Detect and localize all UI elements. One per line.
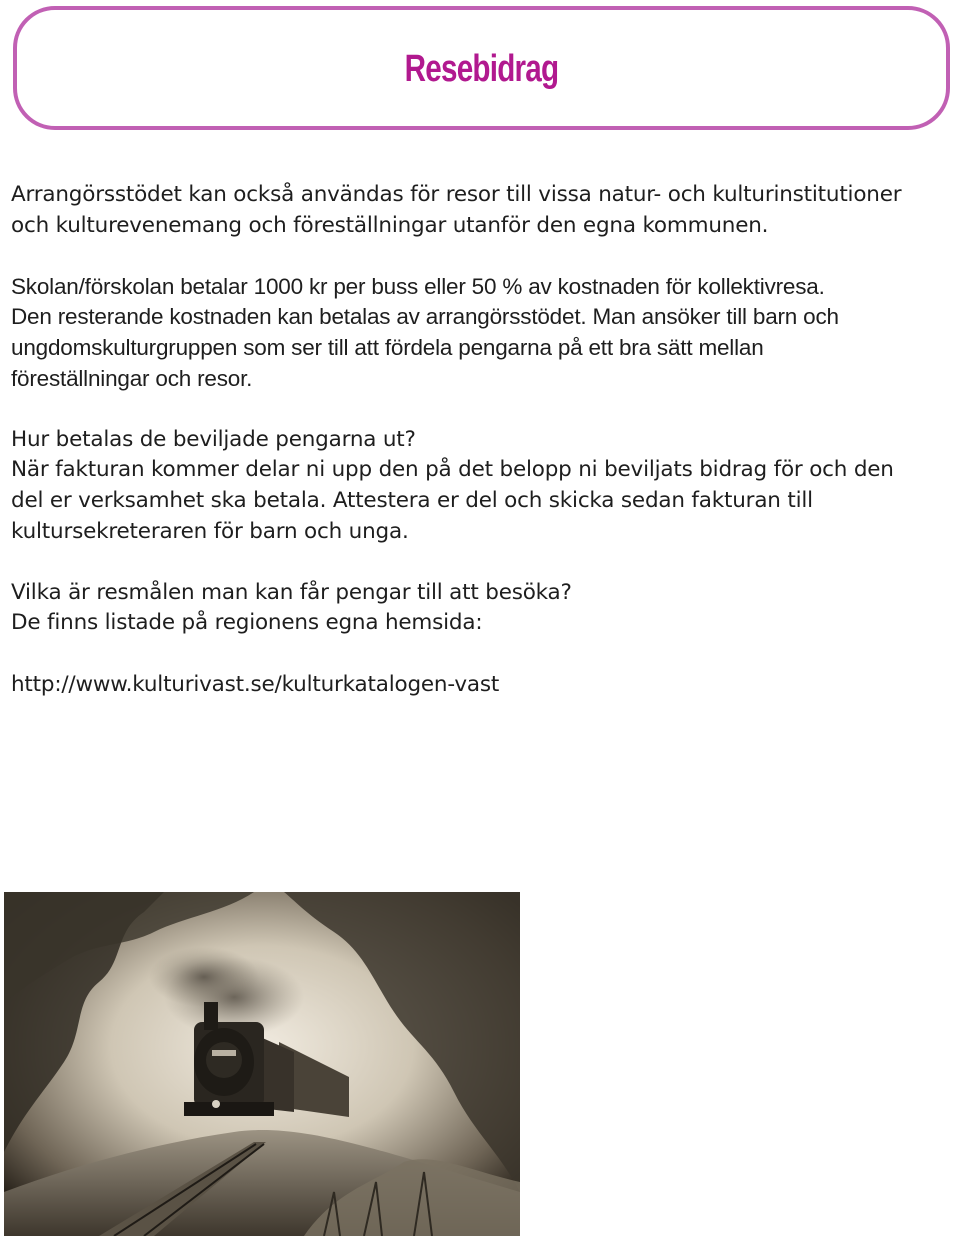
text-line: del er verksamhet ska betala. Attestera er del och skicka sedan fakturan till xyxy=(11,487,813,513)
page-title: Resebidrag xyxy=(404,48,559,90)
text-line: Hur betalas de beviljade pengarna ut? xyxy=(11,426,416,452)
text-line: Skolan/förskolan betalar 1000 kr per buss eller 50 % av kostnaden för kollektivresa. xyxy=(11,273,825,299)
text-line: De finns listade på regionens egna hemsida: xyxy=(11,610,483,636)
text-line: kultursekreteraren för barn och unga. xyxy=(11,518,409,544)
paragraph-intro xyxy=(11,180,946,241)
text-line: Den resterande kostnaden kan betalas av arrangörsstödet. Man ansöker till barn och xyxy=(11,304,839,330)
title-banner xyxy=(13,6,950,130)
paragraph-cost xyxy=(11,272,946,394)
text-line: Arrangörsstödet kan också användas för resor till vissa natur- och kulturinstitutioner xyxy=(11,182,902,207)
text-line: Vilka är resmålen man kan får pengar till att besöka? xyxy=(11,579,572,605)
paragraph-payment xyxy=(11,425,946,547)
steam-locomotive-photo xyxy=(4,892,520,1236)
paragraph-destinations xyxy=(11,578,946,639)
text-line: och kulturevenemang och föreställningar utanför den egna kommunen. xyxy=(11,212,769,238)
website-url: http://www.kulturivast.se/kulturkatalogen-vast xyxy=(11,671,500,697)
paragraph-url xyxy=(11,670,946,701)
text-line: När fakturan kommer delar ni upp den på det belopp ni beviljats bidrag för och den xyxy=(11,457,894,483)
text-line: ungdomskulturgruppen som ser till att fördela pengarna på ett bra sätt mellan xyxy=(11,334,764,360)
body-text xyxy=(11,180,946,731)
text-line: föreställningar och resor. xyxy=(11,365,253,391)
